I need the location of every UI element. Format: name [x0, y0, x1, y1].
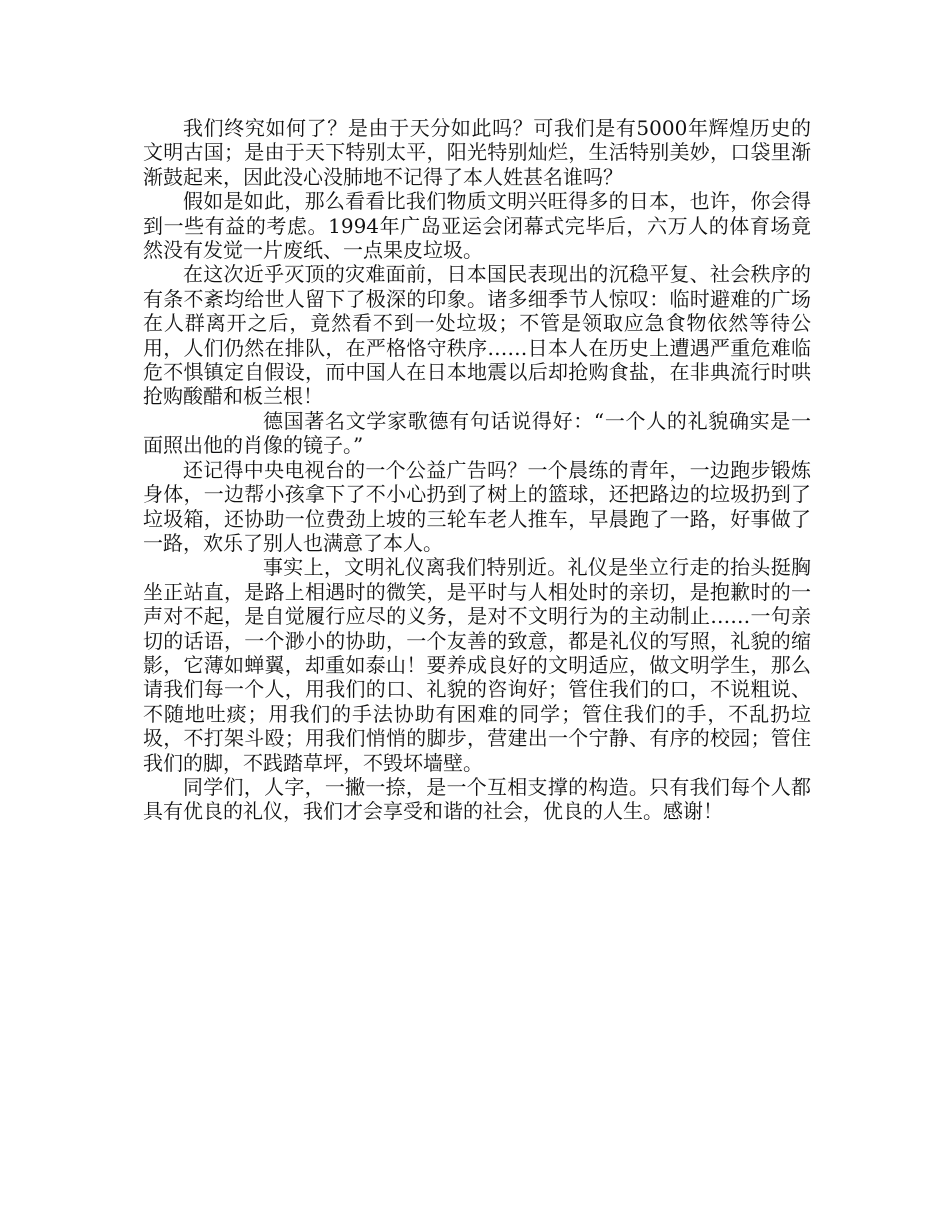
document-body	[143, 116, 811, 824]
paragraph-4-quote: 德国著名文学家歌德有句话说得好：“一个人的礼貌确实是一面照出他的肖像的镜子。”	[143, 408, 811, 458]
paragraph-2: 假如是如此，那么看看比我们物质文明兴旺得多的日本，也许，你会得到一些有益的考虑。1994年广岛亚运会闭幕式完毕后，六万人的体育场竟然没有发觉一片废纸、一点果皮垃圾。	[143, 189, 811, 263]
paragraph-1: 我们终究如何了？是由于天分如此吗？可我们是有5000年辉煌历史的文明古国；是由于天下特别太平，阳光特别灿烂，生活特别美妙，口袋里渐渐鼓起来，因此没心没肺地不记得了本人姓甚名谁吗？	[143, 116, 811, 189]
paragraph-5: 还记得中央电视台的一个公益广告吗？一个晨练的青年，一边跑步锻炼身体，一边帮小孩拿下了不小心扔到了树上的篮球，还把路边的垃圾扔到了垃圾箱，还协助一位费劲上坡的三轮车老人推车，早晨跑了一路，好事做了一路，欢乐了别人也满意了本人。	[143, 457, 811, 555]
paragraph-7-closing: 同学们，人字，一撇一捺，是一个互相支撑的构造。只有我们每个人都具有优良的礼仪，我们才会享受和谐的社会，优良的人生。感谢！	[143, 774, 811, 824]
paragraph-3: 在这次近乎灭顶的灾难面前，日本国民表现出的沉稳平复、社会秩序的有条不紊均给世人留下了极深的印象。诸多细季节人惊叹：临时避难的广场在人群离开之后，竟然看不到一处垃圾；不管是领取应急食物依然等待公用，人们仍然在排队，在严格恪守秩序……日本人在历史上遭遇严重危难临危不惧镇定自假设，而中国人在日本地震以后却抢购食盐，在非典流行时哄抢购酸醋和板兰根！	[143, 262, 811, 409]
paragraph-6: 事实上，文明礼仪离我们特别近。礼仪是坐立行走的抬头挺胸坐正站直，是路上相遇时的微笑，是平时与人相处时的亲切，是抱歉时的一声对不起，是自觉履行应尽的义务，是对不文明行为的主动制止……一句亲切的话语，一个渺小的协助，一个友善的致意，都是礼仪的写照，礼貌的缩影，它薄如蝉翼，却重如泰山！要养成良好的文明适应，做文明学生，那么请我们每一个人，用我们的口、礼貌的咨询好；管住我们的口，不说粗说、不随地吐痰；用我们的手法协助有困难的同学；管住我们的手，不乱扔垃圾，不打架斗殴；用我们悄悄的脚步，营建出一个宁静、有序的校园；管住我们的脚，不践踏草坪，不毁坏墙壁。	[143, 555, 811, 775]
